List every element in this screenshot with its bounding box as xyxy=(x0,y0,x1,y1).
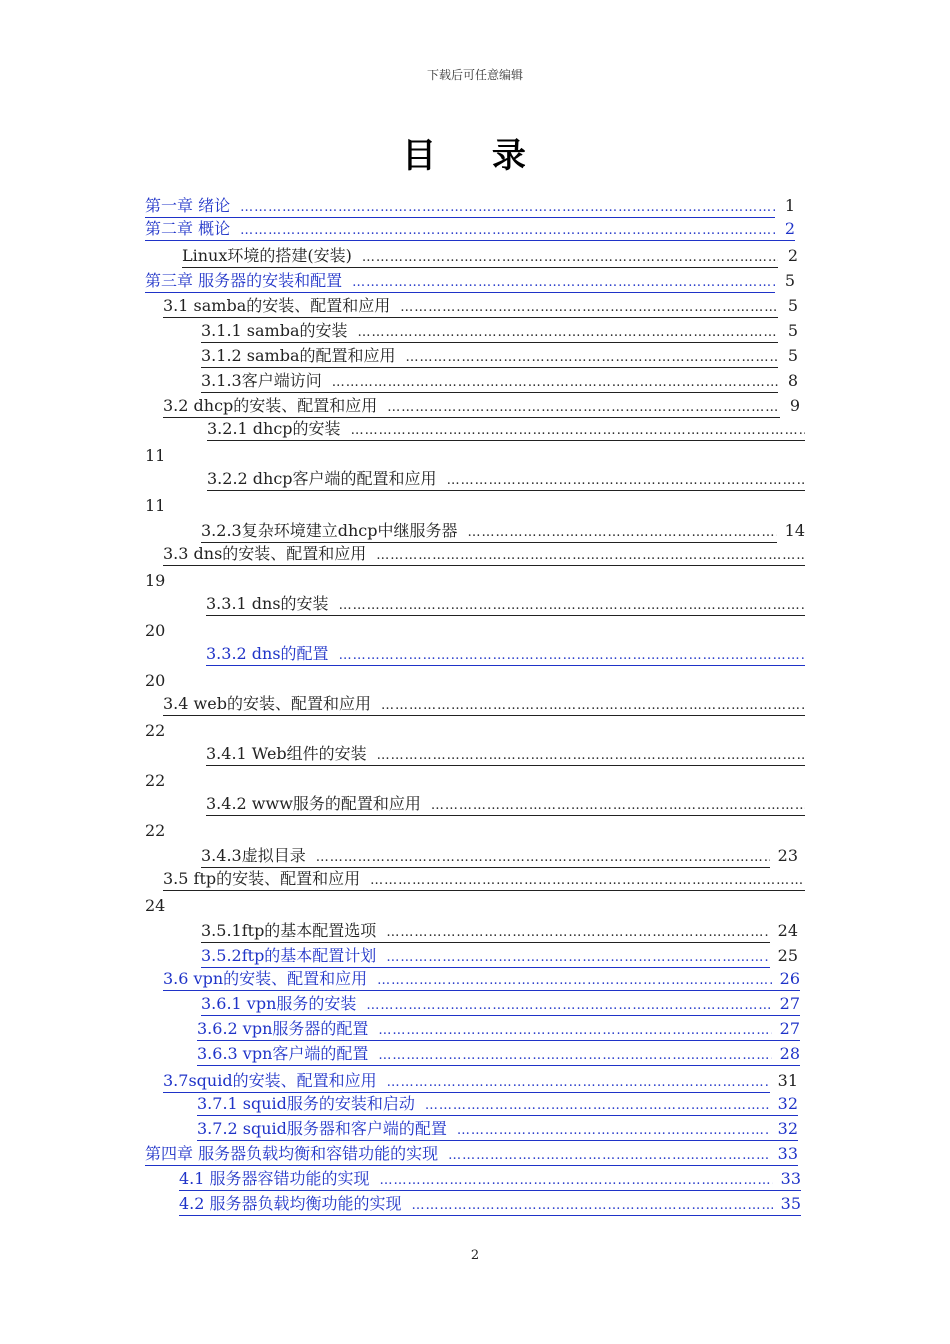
toc-entry-title: 3.1 samba的安装、配置和应用 xyxy=(163,296,391,315)
toc-entry-page: 25 xyxy=(777,946,798,965)
page-header: 下载后可任意编辑 xyxy=(426,68,523,82)
toc-entry-link[interactable] xyxy=(163,968,800,991)
toc-leader-dots xyxy=(377,970,772,992)
toc-entry-title: 3.5.2ftp的基本配置计划 xyxy=(201,946,377,965)
toc-entry-link[interactable] xyxy=(145,218,795,241)
toc-entry-link[interactable] xyxy=(201,520,777,543)
toc-entry-link[interactable] xyxy=(179,1193,801,1216)
toc-entry-page: 27 xyxy=(779,1019,800,1038)
toc-entry-title: 3.3 dns的安装、配置和应用 xyxy=(163,544,367,563)
toc-entry[interactable] xyxy=(201,993,800,1018)
toc-entry-title: 3.4.3虚拟目录 xyxy=(201,846,306,865)
toc-entry-page: 5 xyxy=(787,321,798,340)
toc-entry[interactable] xyxy=(145,1143,798,1168)
toc-entry[interactable] xyxy=(201,368,798,393)
toc-entry-title: 第四章 服务器负载均衡和容错功能的实现 xyxy=(145,1144,439,1163)
toc-entry-link[interactable] xyxy=(163,693,805,716)
toc-entry-title: 3.3.1 dns的安装 xyxy=(206,594,329,613)
toc-entry-link[interactable] xyxy=(145,1143,798,1166)
toc-entry-link[interactable] xyxy=(182,245,778,268)
toc-entry-page: 24 xyxy=(777,921,798,940)
toc-entry-title: 3.6.2 vpn服务器的配置 xyxy=(197,1019,369,1038)
toc-entry-title: 3.2 dhcp的安装、配置和应用 xyxy=(163,396,378,415)
toc-leader-dots xyxy=(376,545,805,567)
toc-entry[interactable] xyxy=(207,468,805,493)
toc-entry[interactable] xyxy=(179,1168,801,1193)
toc-entry[interactable] xyxy=(206,593,805,618)
toc-entry-link[interactable] xyxy=(197,1043,800,1066)
toc-leader-dots xyxy=(339,645,805,667)
toc-entry[interactable] xyxy=(163,543,805,568)
toc-entry-link[interactable] xyxy=(201,345,778,368)
toc-entry-link[interactable] xyxy=(163,868,805,891)
toc-entry[interactable] xyxy=(163,293,798,318)
toc-leader-dots xyxy=(240,220,775,242)
toc-entry-page: 5 xyxy=(784,271,795,290)
toc-leader-dots xyxy=(358,322,778,344)
toc-entry-link[interactable] xyxy=(163,395,780,418)
toc-leader-dots xyxy=(366,995,771,1017)
toc-entry[interactable] xyxy=(182,243,798,268)
toc-entry-page: 1 xyxy=(784,196,795,215)
toc-entry-page: 22 xyxy=(145,821,166,840)
toc-entry-link[interactable] xyxy=(145,270,775,293)
toc-leader-dots xyxy=(352,272,775,294)
toc-entry-page: 22 xyxy=(145,721,166,740)
toc-entry[interactable] xyxy=(197,1118,798,1143)
toc-entry[interactable] xyxy=(163,1068,798,1093)
toc-leader-dots xyxy=(406,347,778,369)
toc-entry[interactable] xyxy=(163,393,800,418)
toc-entry-title: 3.4.1 Web组件的安装 xyxy=(206,744,367,763)
toc-leader-dots xyxy=(387,1072,770,1094)
toc-entry[interactable] xyxy=(145,268,795,293)
toc-entry-title: 3.1.1 samba的安装 xyxy=(201,321,348,340)
toc-entry-page: 24 xyxy=(145,896,166,915)
toc-leader-dots xyxy=(447,470,805,492)
toc-entry[interactable] xyxy=(206,743,805,768)
toc-entry[interactable] xyxy=(201,518,805,543)
toc-entry-title: 3.2.3复杂环境建立dhcp中继服务器 xyxy=(201,521,458,540)
toc-entry-title: 3.3.2 dns的配置 xyxy=(206,644,329,663)
toc-entry-title: 3.6.3 vpn客户端的配置 xyxy=(197,1044,369,1063)
toc-leader-dots xyxy=(362,247,778,269)
toc-entry-link[interactable] xyxy=(207,468,805,491)
toc-entry-title: 3.7squid的安装、配置和应用 xyxy=(163,1071,377,1090)
toc-entry-page: 35 xyxy=(780,1194,801,1213)
toc-entry[interactable] xyxy=(163,868,805,893)
toc-entry[interactable] xyxy=(197,1093,798,1118)
toc-entry-link[interactable] xyxy=(201,370,778,393)
toc-entry-title: 4.2 服务器负载均衡功能的实现 xyxy=(179,1194,402,1213)
toc-entry-link[interactable] xyxy=(201,845,770,868)
toc-leader-dots xyxy=(378,1045,771,1067)
toc-entry[interactable] xyxy=(163,968,800,993)
toc-entry-page: 9 xyxy=(789,396,800,415)
toc-leader-dots xyxy=(457,1120,770,1142)
toc-entry-link[interactable] xyxy=(197,1118,798,1141)
toc-entry-page: 31 xyxy=(777,1071,798,1090)
toc-entry[interactable] xyxy=(206,793,805,818)
toc-entry-page: 26 xyxy=(779,969,800,988)
toc-entry[interactable] xyxy=(201,343,798,368)
toc-entry-title: 4.1 服务器容错功能的实现 xyxy=(179,1169,370,1188)
toc-entry-page: 20 xyxy=(145,671,166,690)
toc-entry-page: 20 xyxy=(145,621,166,640)
toc-entry-page: 28 xyxy=(779,1044,800,1063)
toc-entry-title: 第二章 概论 xyxy=(145,219,231,238)
toc-entry[interactable] xyxy=(201,918,798,943)
toc-entry[interactable] xyxy=(201,943,798,968)
toc-leader-dots xyxy=(412,1195,773,1217)
toc-leader-dots xyxy=(387,397,780,419)
toc-entry-link[interactable] xyxy=(163,1070,770,1093)
toc-entry-title: 3.2.2 dhcp客户端的配置和应用 xyxy=(207,469,437,488)
toc-entry-page: 11 xyxy=(145,496,166,515)
toc-entry-page: 11 xyxy=(145,446,166,465)
toc-entry[interactable] xyxy=(201,843,798,868)
toc-leader-dots xyxy=(316,847,770,869)
toc-entry-link[interactable] xyxy=(206,793,805,816)
page-number: 2 xyxy=(470,1248,480,1263)
toc-leader-dots xyxy=(467,522,776,544)
toc-entry-link[interactable] xyxy=(206,643,805,666)
toc-entry-link[interactable] xyxy=(179,1168,801,1191)
toc-entry-page: 14 xyxy=(784,521,805,540)
toc-entry-title: 3.5 ftp的安装、配置和应用 xyxy=(163,869,361,888)
toc-entry-title: 3.6 vpn的安装、配置和应用 xyxy=(163,969,368,988)
toc-entry[interactable] xyxy=(145,218,795,243)
toc-leader-dots xyxy=(425,1095,770,1117)
toc-entry-page: 22 xyxy=(145,771,166,790)
toc-entry-page: 2 xyxy=(784,219,795,238)
toc-entry-link[interactable] xyxy=(201,920,770,943)
toc-leader-dots xyxy=(240,197,775,219)
toc-entry-title: 3.6.1 vpn服务的安装 xyxy=(201,994,357,1013)
toc-entry-page: 32 xyxy=(777,1119,798,1138)
toc-entry-page: 32 xyxy=(777,1094,798,1113)
toc-entry-link[interactable] xyxy=(197,1093,798,1116)
toc-entry-page: 5 xyxy=(787,346,798,365)
toc-entry-title: 第三章 服务器的安装和配置 xyxy=(145,271,343,290)
toc-entry-title: 3.5.1ftp的基本配置选项 xyxy=(201,921,377,940)
toc-entry-link[interactable] xyxy=(201,945,770,968)
toc-entry-page: 19 xyxy=(145,571,166,590)
toc-entry-title: 3.1.3客户端访问 xyxy=(201,371,322,390)
toc-leader-dots xyxy=(431,795,805,817)
toc-entry-title: 3.4.2 www服务的配置和应用 xyxy=(206,794,421,813)
toc-entry-page: 27 xyxy=(779,994,800,1013)
toc-entry[interactable] xyxy=(197,1018,800,1043)
toc-entry-title: 3.1.2 samba的配置和应用 xyxy=(201,346,396,365)
toc-entry[interactable] xyxy=(145,193,795,218)
toc-entry[interactable] xyxy=(163,693,805,718)
toc-leader-dots xyxy=(378,1020,771,1042)
toc-leader-dots xyxy=(370,870,805,892)
toc-entry-title: 3.2.1 dhcp的安装 xyxy=(207,419,341,438)
toc-leader-dots xyxy=(381,695,805,717)
toc-entry-title: Linux环境的搭建(安装) xyxy=(182,246,352,265)
toc-entry-page: 33 xyxy=(777,1144,798,1163)
toc-entry-link[interactable] xyxy=(145,195,775,218)
toc-entry[interactable] xyxy=(207,418,805,443)
toc-entry-title: 3.4 web的安装、配置和应用 xyxy=(163,694,371,713)
toc-entry-link[interactable] xyxy=(201,320,778,343)
toc-leader-dots xyxy=(351,420,805,442)
toc-entry-title: 3.7.2 squid服务器和客户端的配置 xyxy=(197,1119,447,1138)
toc-leader-dots xyxy=(386,922,769,944)
toc-entry[interactable] xyxy=(179,1193,801,1218)
toc-leader-dots xyxy=(332,372,778,394)
toc-entry-page: 23 xyxy=(777,846,798,865)
toc-entry-link[interactable] xyxy=(201,993,800,1016)
toc-entry-link[interactable] xyxy=(163,295,778,318)
toc-entry-link[interactable] xyxy=(207,418,805,441)
toc-leader-dots xyxy=(386,947,769,969)
toc-leader-dots xyxy=(448,1145,770,1167)
toc-entry-page: 33 xyxy=(780,1169,801,1188)
toc-entry[interactable] xyxy=(206,643,805,668)
toc-title: 目 录 xyxy=(402,136,548,176)
toc-entry-page: 2 xyxy=(787,246,798,265)
toc-entry-link[interactable] xyxy=(197,1018,800,1041)
toc-entry-page: 8 xyxy=(787,371,798,390)
toc-leader-dots xyxy=(377,745,805,767)
toc-entry-title: 3.7.1 squid服务的安装和启动 xyxy=(197,1094,415,1113)
toc-entry-link[interactable] xyxy=(206,593,805,616)
toc-entry-link[interactable] xyxy=(206,743,805,766)
toc-entry[interactable] xyxy=(201,318,798,343)
toc-entry-title: 第一章 绪论 xyxy=(145,196,231,215)
toc-leader-dots xyxy=(339,595,805,617)
toc-entry-link[interactable] xyxy=(163,543,805,566)
toc-entry[interactable] xyxy=(197,1043,800,1068)
toc-leader-dots xyxy=(400,297,778,319)
toc-entry-page: 5 xyxy=(787,296,798,315)
toc-leader-dots xyxy=(380,1170,773,1192)
